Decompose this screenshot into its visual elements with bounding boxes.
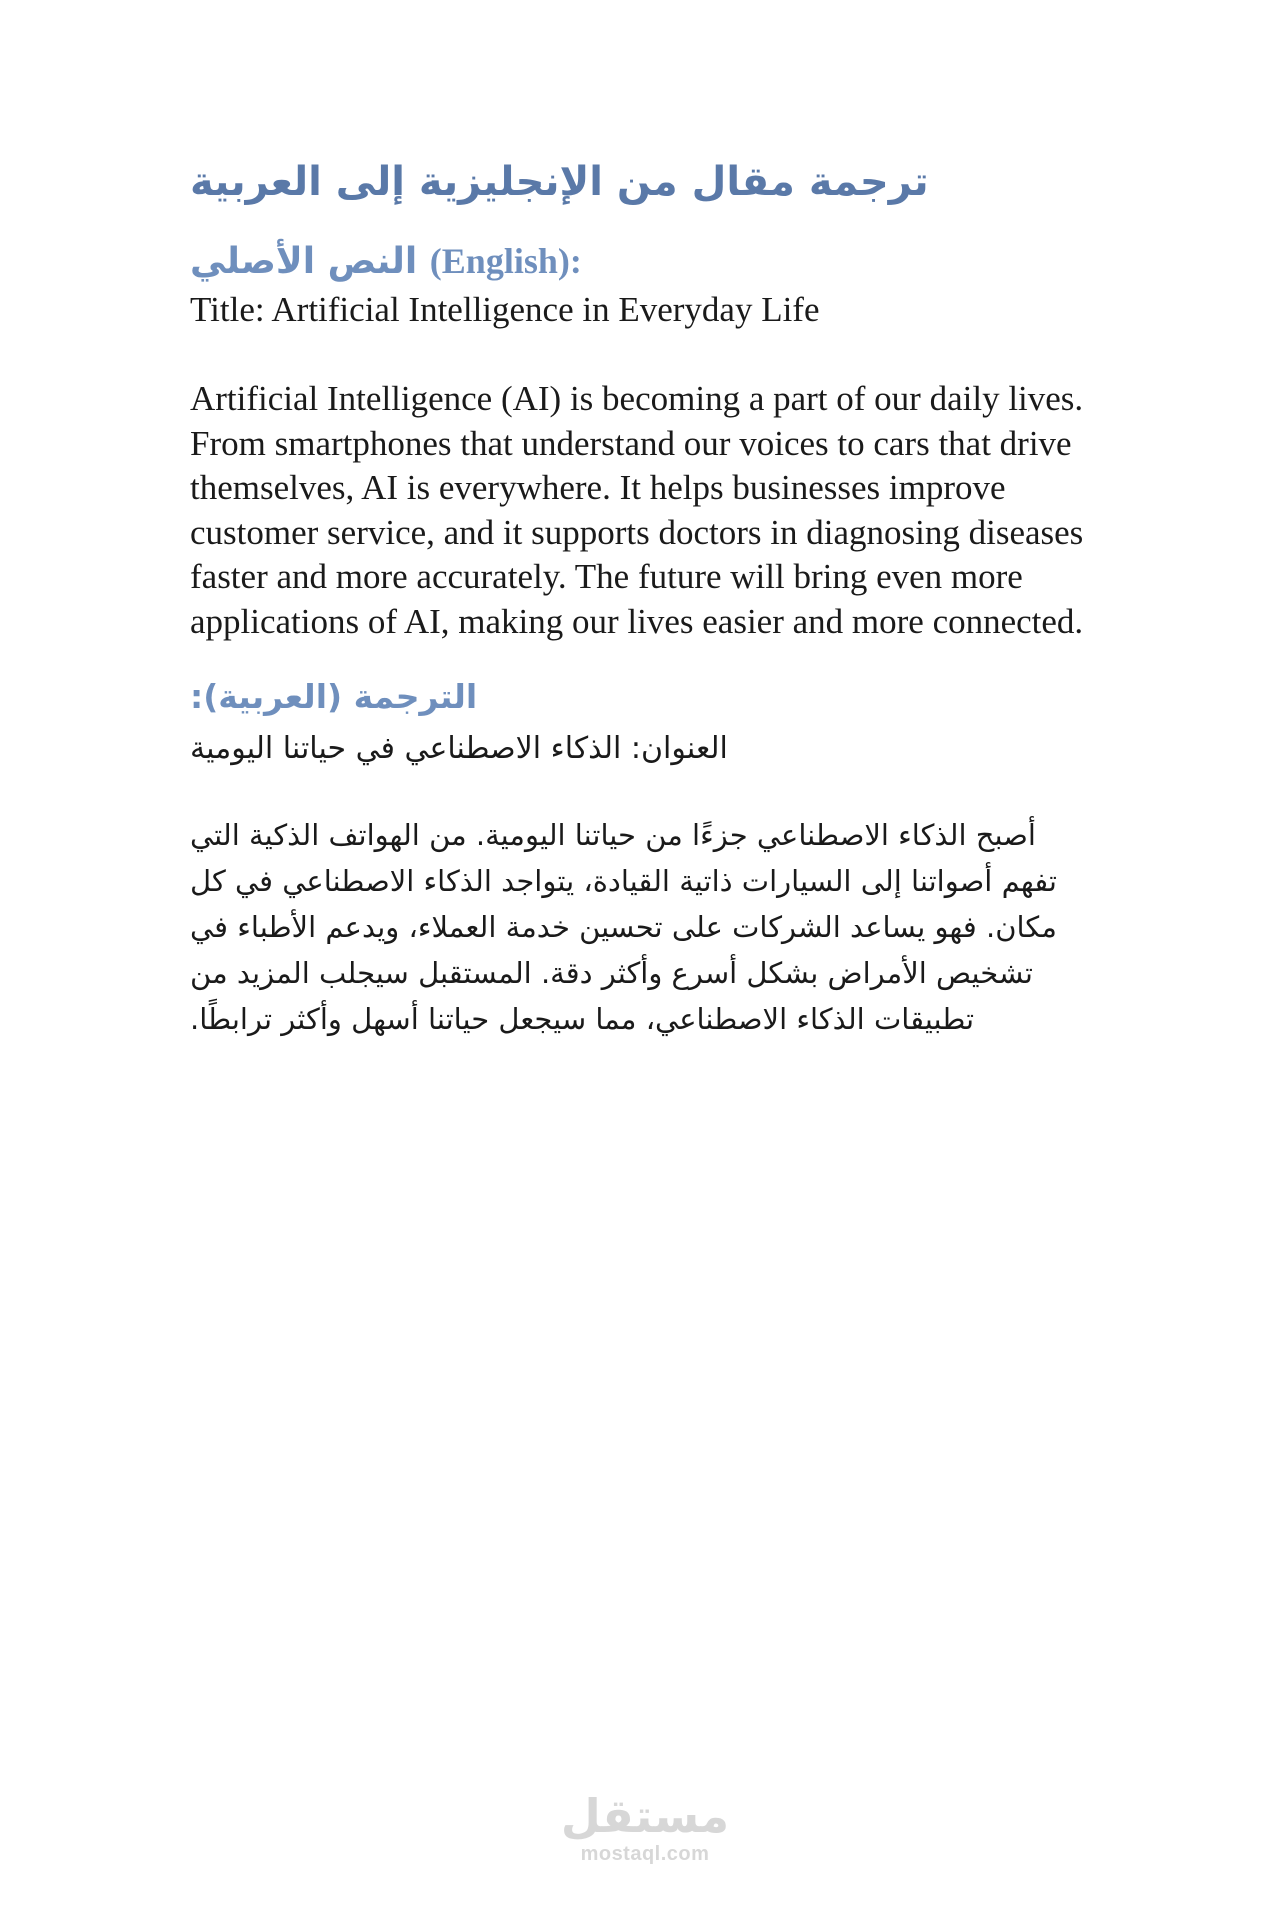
mostaql-url: mostaql.com — [580, 1843, 710, 1865]
arabic-article-title: العنوان: الذكاء الاصطناعي في حياتنا اليومية — [190, 731, 728, 766]
original-heading-arabic: النص الأصلي — [190, 241, 418, 282]
english-article-body: Artificial Intelligence (AI) is becoming a part of our daily lives. From smartphones that understand our voices to cars that drive themselves, AI is everywhere. It helps businesses improve customer service, and it supports doctors in diagnosing diseases faster and more accurately. The future will bring even more applications of AI, making our lives easier and more connected. — [190, 379, 1084, 641]
mostaql-logo: مستقل — [560, 1789, 730, 1843]
original-heading-english: (English): — [429, 241, 582, 281]
translation-heading: الترجمة (العربية): — [190, 677, 478, 716]
document-title: ترجمة مقال من الإنجليزية إلى العربية — [190, 159, 929, 205]
english-article-title: Title: Artificial Intelligence in Everyday Life — [190, 290, 820, 329]
document-content — [190, 150, 1110, 1042]
original-text-heading — [190, 236, 1110, 287]
mostaql-watermark — [560, 1790, 730, 1866]
arabic-article-body: أصبح الذكاء الاصطناعي جزءًا من حياتنا اليومية. من الهواتف الذكية التي تفهم أصواتنا إلى السيارات ذاتية القيادة، يتواجد الذكاء الاصطناعي في كل مكان. فهو يساعد الشركات على تحسين خدمة العملاء، ويدعم الأطباء في تشخيص الأمراض بشكل أسرع وأكثر دقة. المستقبل سيجلب المزيد من تطبيقات الذكاء الاصطناعي، مما سيجعل حياتنا أسهل وأكثر ترابطًا. — [190, 818, 1057, 1036]
